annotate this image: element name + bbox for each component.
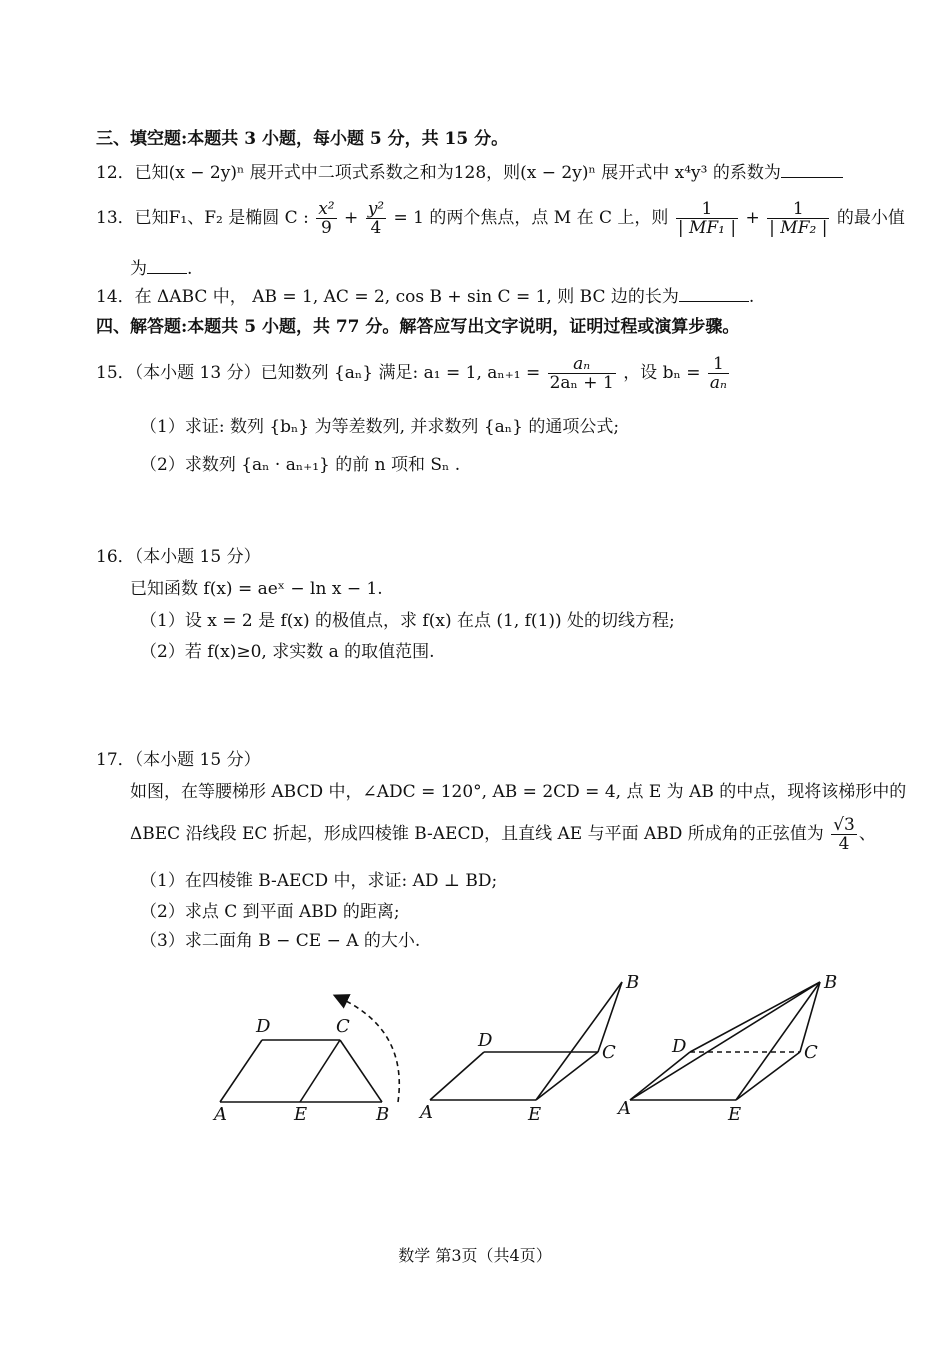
q15-pre: 15．（本小题 13 分）已知数列 {aₙ} 满足: a₁ = 1, aₙ₊₁ = <box>96 363 541 383</box>
fig3-label-b: B <box>824 972 838 993</box>
fig3-label-c: C <box>804 1042 818 1063</box>
fraction-x2-9 <box>316 200 336 237</box>
frac-den: aₙ <box>709 373 727 393</box>
frac-den: | MF₁ | <box>677 218 737 238</box>
segment-db <box>690 982 820 1052</box>
plus-sign: + <box>344 208 359 228</box>
question-17-part3: （3）求二面角 B − CE − A 的大小. <box>140 931 421 951</box>
question-15 <box>96 353 731 393</box>
answer-blank-12 <box>781 163 843 178</box>
frac-num: aₙ <box>548 355 616 374</box>
fill-section-header: 三、填空题:本题共 3 小题，每小题 5 分，共 15 分。 <box>96 129 509 149</box>
answer-section-header: 四、解答题:本题共 5 小题，共 77 分。解答应写出文字说明，证明过程或演算步骤。 <box>96 317 740 337</box>
frac-den: 4 <box>370 218 382 238</box>
geometry-figures <box>0 960 950 1140</box>
fig1-label-e: E <box>294 1104 308 1125</box>
fraction-1-an <box>708 355 729 392</box>
segment-ec <box>536 1052 598 1100</box>
answer-blank-14 <box>679 287 749 302</box>
q17-stem2-end: 、 <box>858 824 876 844</box>
fig3-label-d: D <box>672 1036 687 1057</box>
fig2-label-a: A <box>420 1102 433 1123</box>
fig2-label-b: B <box>626 972 640 993</box>
frac-num: √3 <box>833 815 855 835</box>
frac-den: 4 <box>838 834 850 854</box>
plus-sign: + <box>745 208 760 228</box>
segment-da <box>630 1052 690 1100</box>
frac-num: 1 <box>708 355 729 374</box>
q14-end: . <box>748 287 755 307</box>
segment-da <box>430 1052 484 1100</box>
q13-mid: = 1 的两个焦点，点 M 在 C 上，则 <box>393 208 669 228</box>
question-16-part2: （2）若 f(x)≥0, 求实数 a 的取值范围. <box>140 642 435 662</box>
question-13-line2: 为 . <box>130 259 193 279</box>
fig3-label-e: E <box>728 1104 742 1125</box>
question-16-stem: 已知函数 f(x) = aeˣ − ln x − 1. <box>130 579 383 599</box>
segment-ec <box>736 1052 800 1100</box>
fig3-label-a: A <box>618 1098 631 1119</box>
question-17-stem1: 如图，在等腰梯形 ABCD 中，∠ADC = 120°, AB = 2CD = 4, 点 E 为 AB 的中点，现将该梯形中的 <box>130 782 907 802</box>
frac-num: 1 <box>767 200 829 219</box>
figure-1-trapezoid <box>220 998 399 1102</box>
fold-arrow <box>340 998 399 1102</box>
question-12 <box>96 162 843 184</box>
segment-cb <box>340 1040 382 1102</box>
fig1-label-c: C <box>336 1016 350 1037</box>
frac-num: x² <box>318 199 335 219</box>
question-17-part1: （1）在四棱锥 B-AECD 中，求证: AD ⊥ BD; <box>140 871 498 891</box>
q17-stem2-pre: ΔBEC 沿线段 EC 折起，形成四棱锥 B-AECD，且直线 AE 与平面 ABD 所成角的正弦值为 <box>130 824 824 844</box>
figure-2-pyramid <box>430 982 622 1100</box>
q15-mid: ，设 bₙ = <box>623 363 701 383</box>
page-footer: 数学 第3页（共4页） <box>398 1246 552 1265</box>
question-16-title: 16．（本小题 15 分） <box>96 547 261 567</box>
fraction-an-2an1 <box>548 355 616 392</box>
frac-num: y² <box>367 199 385 219</box>
fig1-label-a: A <box>214 1104 227 1125</box>
frac-den: | MF₂ | <box>769 218 828 238</box>
segment-ce <box>300 1040 340 1102</box>
figure-3-pyramid <box>630 982 820 1100</box>
fraction-1-mf1 <box>676 200 738 237</box>
fig2-label-d: D <box>478 1030 493 1051</box>
question-17-part2: （2）求点 C 到平面 ABD 的距离; <box>140 902 400 922</box>
question-16-part1: （1）设 x = 2 是 f(x) 的极值点，求 f(x) 在点 (1, f(1)) 处的切线方程; <box>140 611 675 631</box>
fig2-label-e: E <box>528 1104 542 1125</box>
q13-post: 的最小值 <box>836 208 905 228</box>
segment-eb <box>536 982 622 1100</box>
segment-eb <box>736 982 820 1100</box>
question-12-text: 12．已知(x − 2y)ⁿ 展开式中二项式系数之和为128，则(x − 2y)ⁿ 展开式中 x⁴y³ 的系数为 <box>96 163 781 183</box>
segment-da <box>220 1040 262 1102</box>
q13-pre: 13．已知F₁、F₂ 是椭圆 C : <box>96 208 309 228</box>
fig1-label-b: B <box>376 1104 390 1125</box>
frac-num: 1 <box>676 200 738 219</box>
frac-den: 9 <box>321 218 332 238</box>
question-17-stem2 <box>130 812 876 856</box>
question-17-title: 17．（本小题 15 分） <box>96 750 261 770</box>
question-15-part2: （2）求数列 {aₙ · aₙ₊₁} 的前 n 项和 Sₙ . <box>140 455 461 475</box>
question-13 <box>96 200 905 237</box>
q13-line2: 为 <box>130 259 147 279</box>
question-14-text: 14．在 ΔABC 中， AB = 1, AC = 2, cos B + sin C = 1, 则 BC 边的长为 <box>96 287 679 307</box>
fraction-1-mf2 <box>767 200 829 237</box>
fraction-sqrt3-4 <box>831 816 857 853</box>
question-15-part1: （1）求证: 数列 {bₙ} 为等差数列, 并求数列 {aₙ} 的通项公式; <box>140 417 620 437</box>
question-14 <box>96 286 754 308</box>
frac-den: 2aₙ + 1 <box>549 373 614 393</box>
fig2-label-c: C <box>602 1042 616 1063</box>
fig1-label-d: D <box>256 1016 271 1037</box>
fraction-y2-4 <box>366 200 386 237</box>
segment-ab <box>630 982 820 1100</box>
answer-blank-13 <box>147 259 187 274</box>
